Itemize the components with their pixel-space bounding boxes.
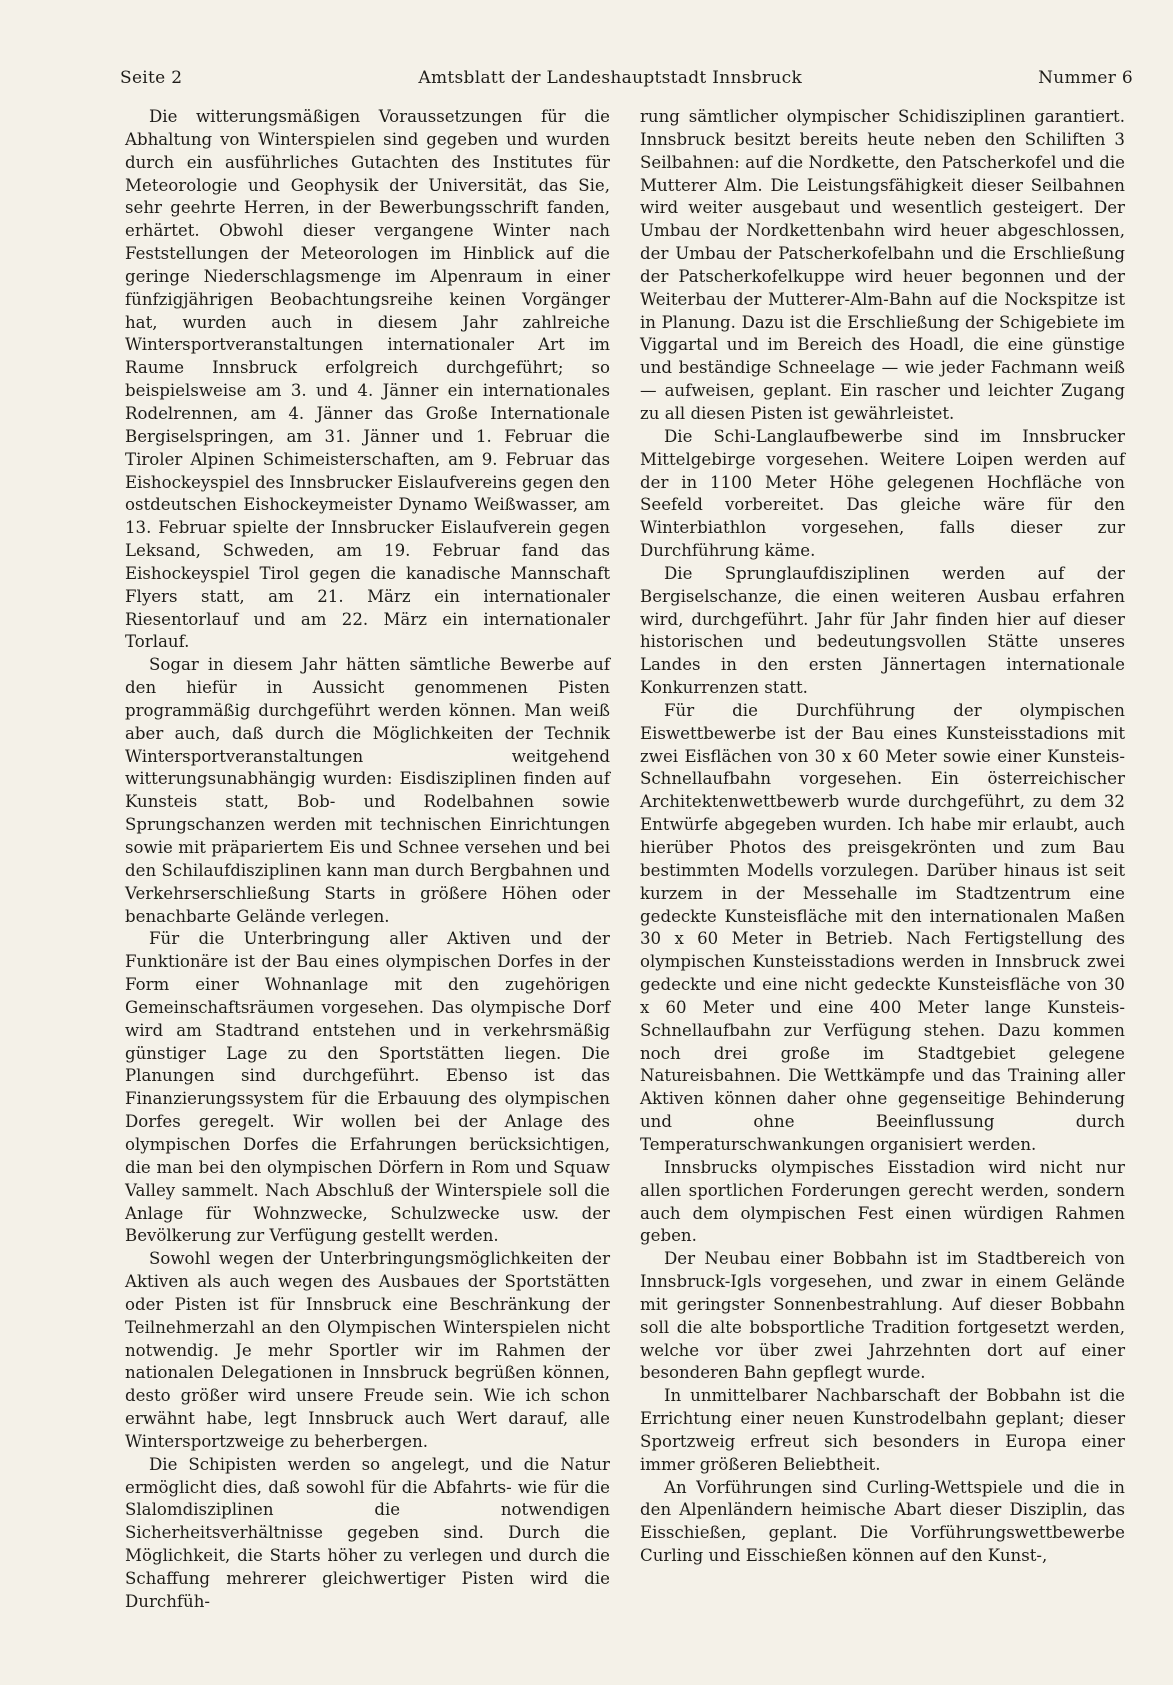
paragraph: Die Schi-Langlaufbewerbe sind im Innsbrucker Mittelgebirge vorgesehen. Weitere Loipen werden auf der in 1100 Meter Höhe gelegenen Hochfläche von Seefeld vorbereitet. Das gleiche wäre für den Winterbiathlon vorgesehen, falls dieser zur Durchführung käme. xyxy=(640,426,1125,561)
left-column xyxy=(125,106,610,1614)
paragraph: Sowohl wegen der Unterbringungsmöglichkeiten der Aktiven als auch wegen des Ausbaues der Sportstätten oder Pisten ist für Innsbruck eine Beschränkung der Teilnehmerzahl an den Olympischen Winterspielen nicht notwendig. Je mehr Sportler wir im Rahmen der nationalen Delegationen in Innsbruck begrüßen können, desto größer wird unsere Freude sein. Wie ich schon erwähnt habe, legt Innsbruck auch Wert darauf, alle Wintersportzweige zu beherbergen. xyxy=(125,1249,610,1451)
paragraph: Die witterungsmäßigen Voraussetzungen für die Abhaltung von Winterspielen sind gegeben und wurden durch ein ausführliches Gutachten des Institutes für Meteorologie und Geophysik der Universität, das Sie, sehr geehrte Herren, in der Bewerbungsschrift fanden, erhärtet. Obwohl dieser vergangene Winter nach Feststellungen der Meteorologen im Hinblick auf die geringe Niederschlagsmenge im Alpenraum in einer fünfzigjährigen Beobachtungsreihe keinen Vorgänger hat, wurden auch in diesem Jahr zahlreiche Wintersportveranstaltungen internationaler Art im Raume Innsbruck erfolgreich durchgeführt; so beispielsweise am 3. und 4. Jänner ein internationales Rodelrennen, am 4. Jänner das Große Internationale Bergiselspringen, am 31. Jänner und 1. Februar die Tiroler Alpinen Schimeisterschaften, am 9. Februar das Eishockeyspiel des Innsbrucker Eislaufvereins gegen den ostdeutschen Eishockeymeister Dynamo Weißwasser, am 13. Februar spielte der Innsbrucker Eislaufverein gegen Leksand, Schweden, am 19. Februar fand das Eishockeyspiel Tirol gegen die kanadische Mannschaft Flyers statt, am 21. März ein internationaler Riesentorlauf und am 22. März ein internationaler Torlauf. xyxy=(125,107,610,652)
publication-title: Amtsblatt der Landeshauptstadt Innsbruck xyxy=(418,68,803,88)
page-header xyxy=(120,64,1133,92)
paragraph-continued: rung sämtlicher olympischer Schidisziplinen garantiert. Innsbruck besitzt bereits heute neben den Schiliften 3 Seilbahnen: auf die Nordkette, den Patscherkofel und die Mutterer Alm. Die Leistungsfähigkeit dieser Seilbahnen wird weiter ausgebaut und wesentlich gesteigert. Der Umbau der Nordkettenbahn wird heuer abgeschlossen, der Umbau der Patscherkofelbahn und die Erschließung der Patscherkofelkuppe wird heuer begonnen und der Weiterbau der Mutterer-Alm-Bahn auf die Nockspitze ist in Planung. Dazu ist die Erschließung der Schigebiete im Viggartal und im Bereich des Hoadl, die eine günstige und beständige Schneelage — wie jeder Fachmann weiß — aufweisen, geplant. Ein rascher und leichter Zugang zu all diesen Pisten ist gewährleistet. xyxy=(640,107,1125,423)
paragraph: Für die Unterbringung aller Aktiven und der Funktionäre ist der Bau eines olympischen Dorfes in der Form einer Wohnanlage mit den zugehörigen Gemeinschaftsräumen vorgesehen. Das olympische Dorf wird am Stadtrand entstehen und in verkehrsmäßig günstiger Lage zu den Sportstätten liegen. Die Planungen sind durchgeführt. Ebenso ist das Finanzierungssystem für die Erbauung des olympischen Dorfes geregelt. Wir wollen bei der Anlage des olympischen Dorfes die Erfahrungen berücksichtigen, die man bei den olympischen Dörfern in Rom und Squaw Valley sammelt. Nach Abschluß der Winterspiele soll die Anlage für Wohnzwecke, Schulzwecke usw. der Bevölkerung zur Verfügung gestellt werden. xyxy=(125,929,610,1246)
page-number: Seite 2 xyxy=(120,68,183,88)
paragraph: Innsbrucks olympisches Eisstadion wird nicht nur allen sportlichen Forderungen gerecht werden, sondern auch dem olympischen Fest einen würdigen Rahmen geben. xyxy=(640,1157,1125,1246)
paragraph: An Vorführungen sind Curling-Wettspiele und die in den Alpenländern heimische Abart dieser Disziplin, das Eisschießen, geplant. Die Vorführungswettbewerbe Curling und Eisschießen können auf den Kunst-, xyxy=(640,1477,1125,1566)
paragraph: Sogar in diesem Jahr hätten sämtliche Bewerbe auf den hiefür in Aussicht genommenen Pisten programmäßig durchgeführt werden können. Man weiß aber auch, daß durch die Möglichkeiten der Technik Wintersportveranstaltungen weitgehend witterungsunabhängig wurden: Eisdisziplinen finden auf Kunsteis statt, Bob- und Rodelbahnen sowie Sprungschanzen werden mit technischen Einrichtungen sowie mit präpariertem Eis und Schnee versehen und bei den Schilaufdisziplinen kann man durch Bergbahnen und Verkehrserschließung Starts in größere Höhen oder benachbarte Gelände verlegen. xyxy=(125,655,610,926)
paragraph: In unmittelbarer Nachbarschaft der Bobbahn ist die Errichtung einer neuen Kunstrodelbahn geplant; dieser Sportzweig erfreut sich besonders in Europa einer immer größeren Beliebtheit. xyxy=(640,1386,1125,1474)
paragraph: Der Neubau einer Bobbahn ist im Stadtbereich von Innsbruck-Igls vorgesehen, und zwar in einem Gelände mit geringster Sonnenbestrahlung. Auf dieser Bobbahn soll die alte bobsportliche Tradition fortgesetzt werden, welche vor über zwei Jahrzehnten dort auf einer besonderen Bahn gepflegt wurde. xyxy=(640,1249,1125,1383)
right-column xyxy=(640,106,1125,1568)
paragraph: Die Sprunglaufdisziplinen werden auf der Bergiselschanze, die einen weiteren Ausbau erfahren wird, durchgeführt. Jahr für Jahr finden hier auf dieser historischen und bedeutungsvollen Stätte unseres Landes in den ersten Jännertagen internationale Konkurrenzen statt. xyxy=(640,563,1125,698)
paragraph: Die Schipisten werden so angelegt, und die Natur ermöglicht dies, daß sowohl für die Abfahrts- wie für die Slalomdisziplinen die notwendigen Sicherheitsverhältnisse gegeben sind. Durch die Möglichkeit, die Starts höher zu verlegen und durch die Schaffung mehrerer gleichwertiger Pisten wird die Durchfüh- xyxy=(125,1454,610,1611)
issue-number: Nummer 6 xyxy=(1038,68,1133,88)
paragraph: Für die Durchführung der olympischen Eiswettbewerbe ist der Bau eines Kunsteisstadions mit zwei Eisflächen von 30 x 60 Meter sowie einer Kunsteis-Schnellaufbahn vorgesehen. Ein österreichischer Architektenwettbewerb wurde durchgeführt, zu dem 32 Entwürfe abgegeben wurden. Ich habe mir erlaubt, auch hierüber Photos des preisgekrönten und zum Bau bestimmten Modells vorzulegen. Darüber hinaus ist seit kurzem in der Messehalle im Stadtzentrum eine gedeckte Kunsteisfläche mit den internationalen Maßen 30 x 60 Meter in Betrieb. Nach Fertigstellung des olympischen Kunsteisstadions werden in Innsbruck zwei gedeckte und eine nicht gedeckte Kunsteisfläche von 30 x 60 Meter und eine 400 Meter lange Kunsteis-Schnellaufbahn zur Verfügung stehen. Dazu kommen noch drei große im Stadtgebiet gelegene Natureisbahnen. Die Wettkämpfe und das Training aller Aktiven können daher ohne gegenseitige Behinderung und ohne Beeinflussung durch Temperaturschwankungen organisiert werden. xyxy=(640,700,1125,1154)
